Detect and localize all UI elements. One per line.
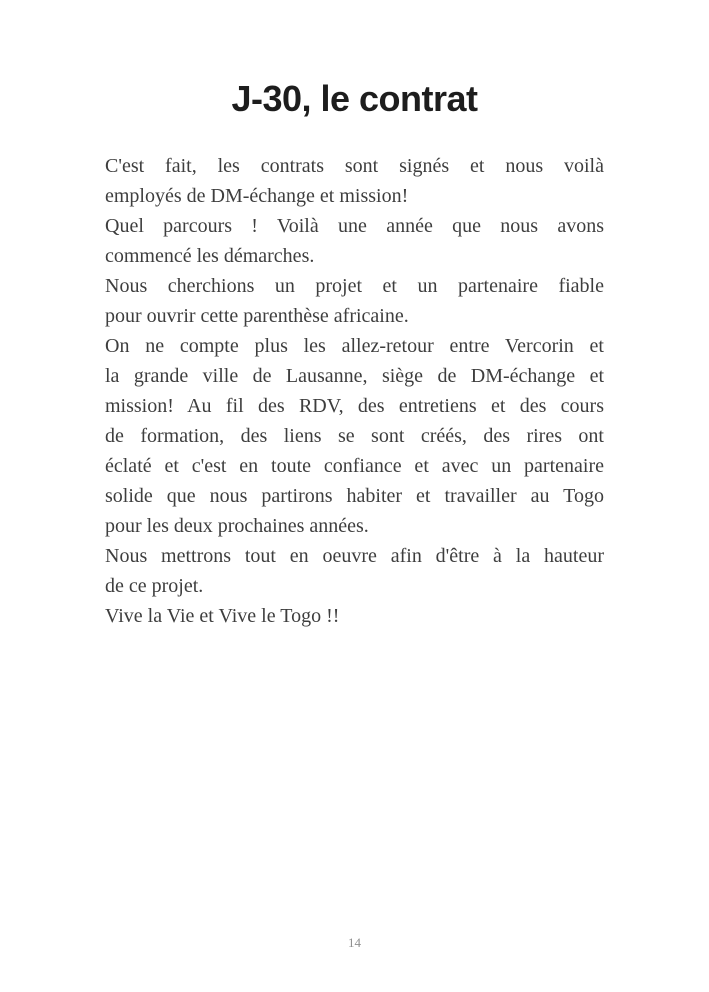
text-line: de ce projet. [105,575,204,597]
text-line: la grande ville de Lausanne, siège de DM-échange et [105,365,604,387]
paragraph [105,601,604,631]
text-line: Vive la Vie et Vive le Togo !! [105,605,340,627]
text-line: pour les deux prochaines années. [105,515,369,537]
text-line: Quel parcours ! Voilà une année que nous avons [105,215,604,237]
text-line: Nous mettrons tout en oeuvre afin d'être à la hauteur [105,545,604,567]
text-line: employés de DM-échange et mission! [105,185,409,207]
text-line: pour ouvrir cette parenthèse africaine. [105,305,409,327]
page-number: 14 [348,935,361,950]
text-line: Nous cherchions un projet et un partenaire fiable [105,275,604,297]
paragraph [105,331,604,541]
text-line: de formation, des liens se sont créés, des rires ont [105,425,604,447]
paragraph [105,211,604,271]
text-line: commencé les démarches. [105,245,315,267]
text-line: On ne compte plus les allez-retour entre Vercorin et [105,335,604,357]
text-line: C'est fait, les contrats sont signés et nous voilà [105,155,604,177]
body-text [105,151,604,631]
text-line: solide que nous partirons habiter et travailler au Togo [105,485,604,507]
page-title: J-30, le contrat [231,78,478,119]
paragraph [105,151,604,211]
text-line: mission! Au fil des RDV, des entretiens et des cours [105,395,604,417]
paragraph [105,541,604,601]
text-line: éclaté et c'est en toute confiance et avec un partenaire [105,455,604,477]
paragraph [105,271,604,331]
